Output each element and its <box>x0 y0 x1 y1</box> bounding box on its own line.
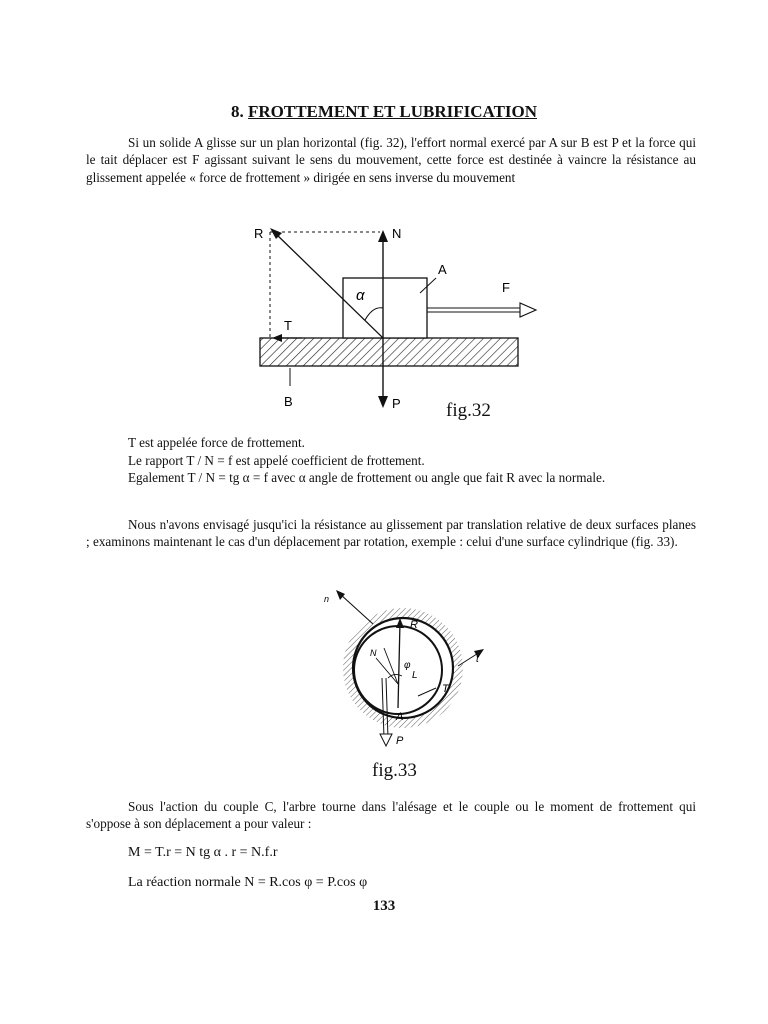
rotation-text: Nous n'avons envisagé jusqu'ici la résistance au glissement par translation relative de deux surfaces planes ; examinons maintenant le cas d'un déplacement par rotation, exemple : celui d'une surface cylindrique (fig. 33). <box>86 517 696 550</box>
fig32-diagram <box>230 218 560 418</box>
fig33-label-a: A <box>396 711 404 723</box>
fig33-label-p: P <box>396 735 404 747</box>
rotation-paragraph <box>86 516 696 551</box>
weight-arrowhead <box>378 396 388 408</box>
section-number: 8. <box>230 102 244 121</box>
formula-moment: M = T.r = N tg α . r = N.f.r <box>128 845 278 860</box>
label-a: A <box>438 262 447 277</box>
label-b: B <box>284 394 293 409</box>
fig33-label-n-inner: N <box>370 648 377 658</box>
definition-line-1: T est appelée force de frottement. <box>128 435 305 450</box>
definition-line-3: Egalement T / N = tg α = f avec α angle de frottement ou angle que fait R avec la normale. <box>128 470 606 485</box>
support-b <box>260 338 518 366</box>
definition-line-3-paragraph <box>86 469 696 486</box>
label-alpha: α <box>356 287 365 304</box>
formula-normal: La réaction normale N = R.cos φ = P.cos φ <box>128 875 368 890</box>
definition-line-2: Le rapport T / N = f est appelé coefficient de frottement. <box>128 453 425 468</box>
fig33-caption: fig.33 <box>372 760 417 781</box>
fig33-diagram <box>318 588 498 756</box>
fig32-caption: fig.32 <box>446 400 491 421</box>
fig33-label-t: T <box>442 683 449 695</box>
label-t: T <box>284 318 292 333</box>
fig33-label-r: R <box>410 619 418 631</box>
fig33-label-n: n <box>324 594 330 604</box>
label-p: P <box>392 396 401 411</box>
section-title: FROTTEMENT ET LUBRIFICATION <box>247 102 538 121</box>
intro-paragraph <box>86 134 696 186</box>
couple-text: Sous l'action du couple C, l'arbre tourne dans l'alésage et le couple ou le moment de frottement qui s'oppose à son déplacement a pour valeur : <box>86 799 696 832</box>
fig33-label-t-small: t <box>476 654 479 665</box>
force-f-arrowhead <box>520 303 536 317</box>
section-heading <box>0 102 768 122</box>
fig33-label-phi: φ <box>404 660 411 671</box>
intro-text: Si un solide A glisse sur un plan horizontal (fig. 32), l'effort normal exercé par A sur B est P et la force qui le tait déplacer est F agissant suivant le sens du mouvement, cette force est destinée à vaincre la résistance au glissement appelée « force de frottement » dirigée en sens inverse du mouvement <box>86 135 696 185</box>
page-number: 133 <box>372 898 396 914</box>
fig33-label-l: L <box>412 670 418 681</box>
label-n: N <box>392 226 402 241</box>
label-r: R <box>254 226 264 241</box>
label-f: F <box>502 280 510 295</box>
couple-paragraph <box>86 798 696 833</box>
n-arrow <box>340 594 373 624</box>
